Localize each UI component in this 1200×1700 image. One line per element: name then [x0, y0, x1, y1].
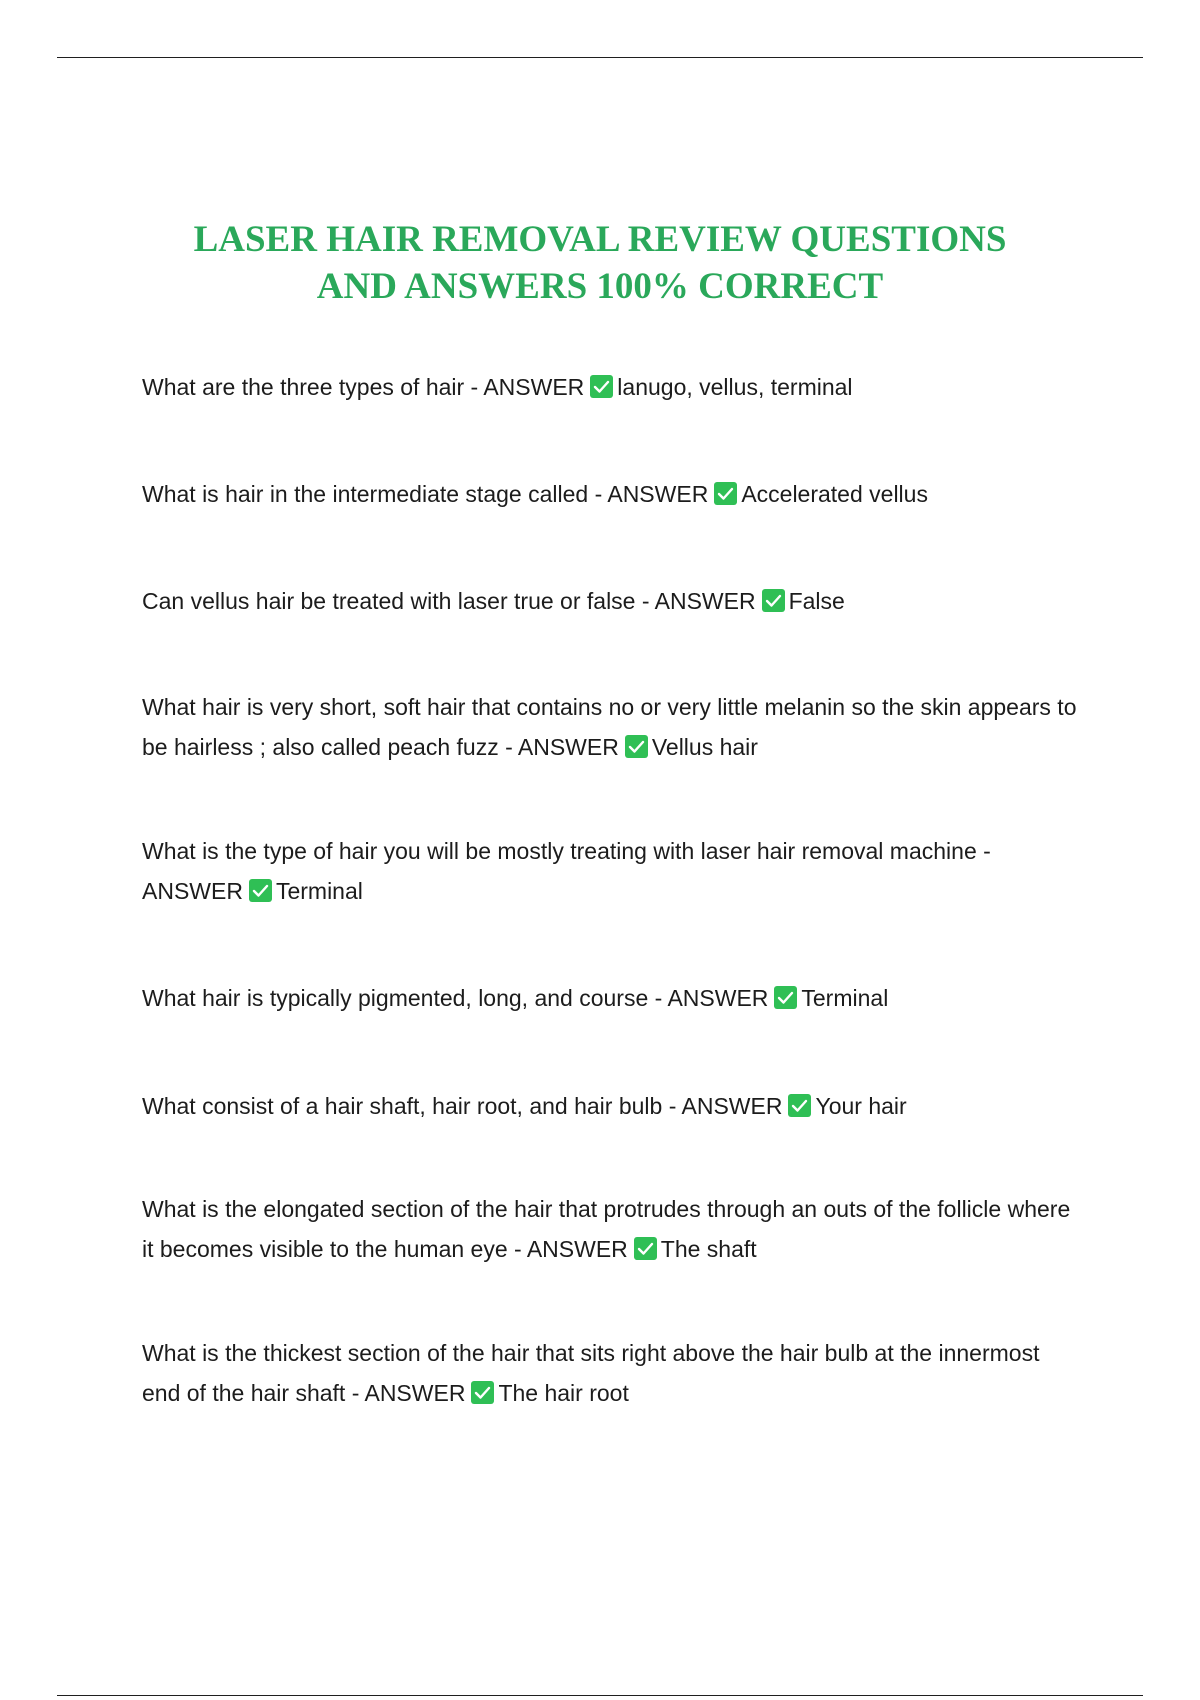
answer-text: The shaft [660, 1236, 757, 1262]
answer-text: The hair root [498, 1380, 629, 1406]
bottom-rule [57, 1695, 1143, 1696]
document-title [100, 216, 1100, 310]
qa-list [142, 367, 1082, 1413]
answer-text: Vellus hair [651, 734, 758, 760]
qa-item [142, 367, 1082, 407]
answer-marker: ANSWER [526, 1236, 628, 1262]
question-text: What hair is very short, soft hair that contains no or very little melanin so the skin appears to be hairless ; also called peach fuzz - [142, 694, 1077, 760]
question-text: What hair is typically pigmented, long, and course - [142, 985, 668, 1011]
answer-marker: ANSWER [483, 374, 585, 400]
question-text: Can vellus hair be treated with laser true or false - [142, 588, 655, 614]
title-line-2: AND ANSWERS 100% CORRECT [316, 266, 884, 307]
title-line-1: LASER HAIR REMOVAL REVIEW QUESTIONS [193, 219, 1007, 260]
qa-item [142, 581, 1082, 621]
check-box-icon [634, 1237, 657, 1260]
answer-text: lanugo, vellus, terminal [617, 374, 853, 400]
check-box-icon [625, 735, 648, 758]
answer-text: Accelerated vellus [741, 481, 928, 507]
answer-text: Terminal [801, 985, 889, 1011]
check-box-icon [249, 879, 272, 902]
check-box-icon [788, 1094, 811, 1117]
check-box-icon [590, 375, 613, 398]
answer-marker: ANSWER [517, 734, 619, 760]
answer-marker: ANSWER [681, 1093, 783, 1119]
answer-text: Your hair [815, 1093, 907, 1119]
answer-marker: ANSWER [142, 878, 243, 904]
qa-item [142, 1086, 1082, 1126]
question-text: What consist of a hair shaft, hair root, and hair bulb - [142, 1093, 682, 1119]
qa-item [142, 1189, 1082, 1269]
qa-item [142, 474, 1082, 514]
qa-item [142, 687, 1082, 767]
qa-item [142, 978, 1082, 1018]
question-text: What is the elongated section of the hair that protrudes through an outs of the follicle where it becomes visible to the human eye - [142, 1196, 1071, 1262]
top-rule [57, 57, 1143, 58]
answer-marker: ANSWER [607, 481, 709, 507]
check-box-icon [471, 1381, 494, 1404]
check-box-icon [774, 986, 797, 1009]
qa-item [142, 831, 1082, 911]
answer-marker: ANSWER [654, 588, 756, 614]
question-text: What is hair in the intermediate stage called - [142, 481, 608, 507]
answer-text: Terminal [275, 878, 363, 904]
qa-item [142, 1333, 1082, 1413]
answer-marker: ANSWER [667, 985, 769, 1011]
answer-marker: ANSWER [364, 1380, 466, 1406]
question-text: What are the three types of hair - [142, 374, 484, 400]
answer-text: False [788, 588, 845, 614]
question-text: What is the type of hair you will be mostly treating with laser hair removal machine - [142, 838, 991, 864]
question-text: What is the thickest section of the hair that sits right above the hair bulb at the innermost end of the hair shaft - [142, 1340, 1040, 1406]
check-box-icon [762, 589, 785, 612]
check-box-icon [714, 482, 737, 505]
